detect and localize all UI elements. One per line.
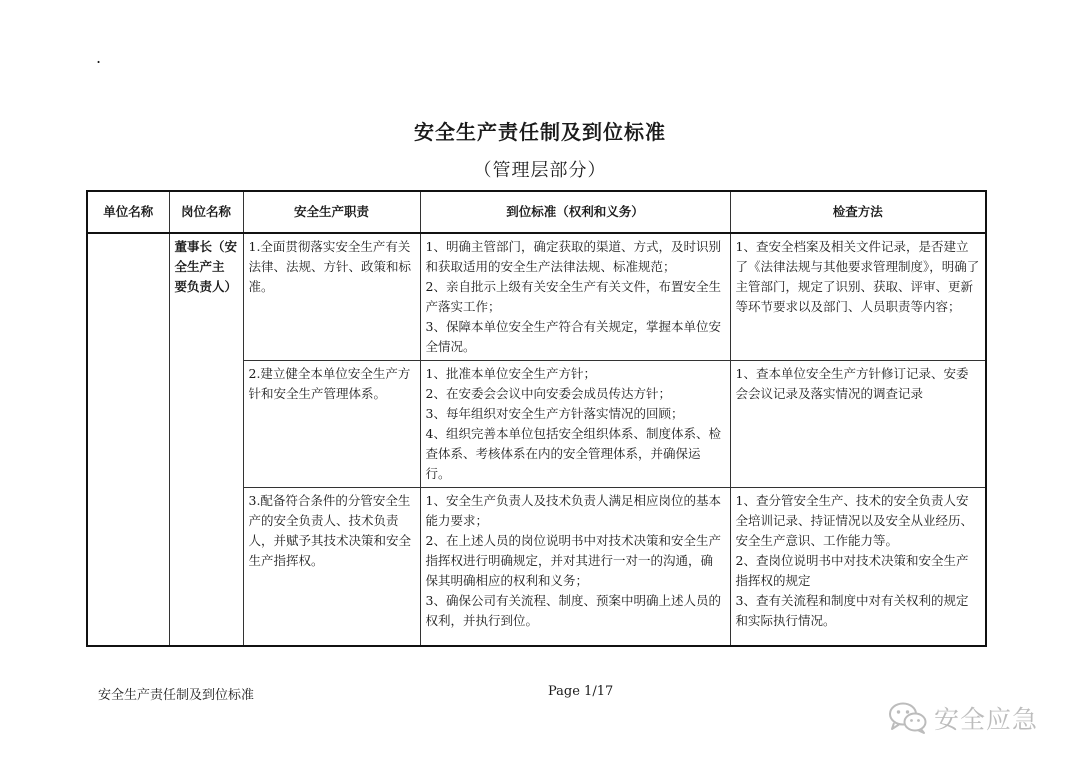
standard-cell — [420, 361, 730, 488]
post-name-cell — [169, 233, 243, 646]
standard-item: 2、亲自批示上级有关安全生产有关文件，布置安全生产落实工作； — [425, 279, 721, 314]
check-cell — [730, 233, 986, 361]
header-check: 检查方法 — [730, 191, 986, 233]
standard-item: 1、批准本单位安全生产方针； — [425, 366, 596, 381]
standard-item: 2、在安委会会议中向安委会成员传达方针； — [425, 386, 671, 401]
check-item: 1、查本单位安全生产方针修订记录、安委会会议记录及落实情况的调查记录 — [735, 366, 969, 401]
footer-page-number: Page 1/17 — [548, 684, 614, 699]
standard-item: 3、保障本单位安全生产符合有关规定，掌握本单位安全情况。 — [425, 319, 721, 354]
standard-item: 3、确保公司有关流程、制度、预案中明确上述人员的权利，并执行到位。 — [425, 593, 721, 628]
check-item: 3、查有关流程和制度中对有关权利的规定和实际执行情况。 — [735, 593, 969, 628]
document-subtitle: （管理层部分） — [473, 160, 607, 181]
post-name-line: 要负责人） — [174, 279, 238, 294]
watermark-text: 安全应急 — [934, 705, 1039, 734]
check-cell — [730, 361, 986, 488]
check-item: 2、查岗位说明书中对技术决策和安全生产指挥权的规定 — [735, 553, 969, 588]
post-name-line: 全生产主 — [174, 259, 225, 274]
duty-cell: 3.配备符合条件的分管安全生产的安全负责人、技术负责人，并赋予其技术决策和安全生产指挥权。 — [243, 488, 420, 646]
standard-item: 2、在上述人员的岗位说明书中对技术决策和安全生产指挥权进行明确规定，并对其进行一对一的沟通，确保其明确相应的权利和义务； — [425, 533, 721, 588]
standard-item: 1、安全生产负责人及技术负责人满足相应岗位的基本能力要求； — [425, 493, 721, 528]
standard-item: 4、组织完善本单位包括安全组织体系、制度体系、检查体系、考核体系在内的安全管理体系，并确保运行。 — [425, 426, 721, 481]
check-item: 1、查安全档案及相关文件记录，是否建立了《法律法规与其他要求管理制度》，明确了主管部门，规定了识别、获取、评审、更新等环节要求以及部门、人员职责等内容； — [735, 239, 980, 314]
post-name-line: 董事长（安 — [174, 239, 238, 254]
duty-cell: 1.全面贯彻落实安全生产有关法律、法规、方针、政策和标准。 — [243, 233, 420, 361]
document-title: 安全生产责任制及到位标准 — [414, 120, 666, 144]
standard-item: 3、每年组织对安全生产方针落实情况的回顾； — [425, 406, 684, 421]
check-item: 1、查分管安全生产、技术的安全负责人安全培训记录、持证情况以及安全从业经历、安全生产意识、工作能力等。 — [735, 493, 974, 548]
header-mark: . — [96, 48, 102, 67]
responsibility-table — [86, 190, 987, 647]
header-standard: 到位标准（权利和义务） — [420, 191, 730, 233]
table-header-row — [87, 191, 986, 233]
check-cell — [730, 488, 986, 646]
standard-cell — [420, 488, 730, 646]
footer-document-name: 安全生产责任制及到位标准 — [98, 688, 255, 703]
unit-name-cell — [87, 233, 169, 646]
header-unit: 单位名称 — [87, 191, 169, 233]
duty-cell: 2.建立健全本单位安全生产方针和安全生产管理体系。 — [243, 361, 420, 488]
header-post: 岗位名称 — [169, 191, 243, 233]
wechat-icon — [888, 701, 928, 735]
watermark — [888, 700, 1038, 736]
standard-cell — [420, 233, 730, 361]
standard-item: 1、明确主管部门，确定获取的渠道、方式，及时识别和获取适用的安全生产法律法规、标准规范； — [425, 239, 721, 274]
header-duty: 安全生产职责 — [243, 191, 420, 233]
table-row — [87, 233, 986, 361]
